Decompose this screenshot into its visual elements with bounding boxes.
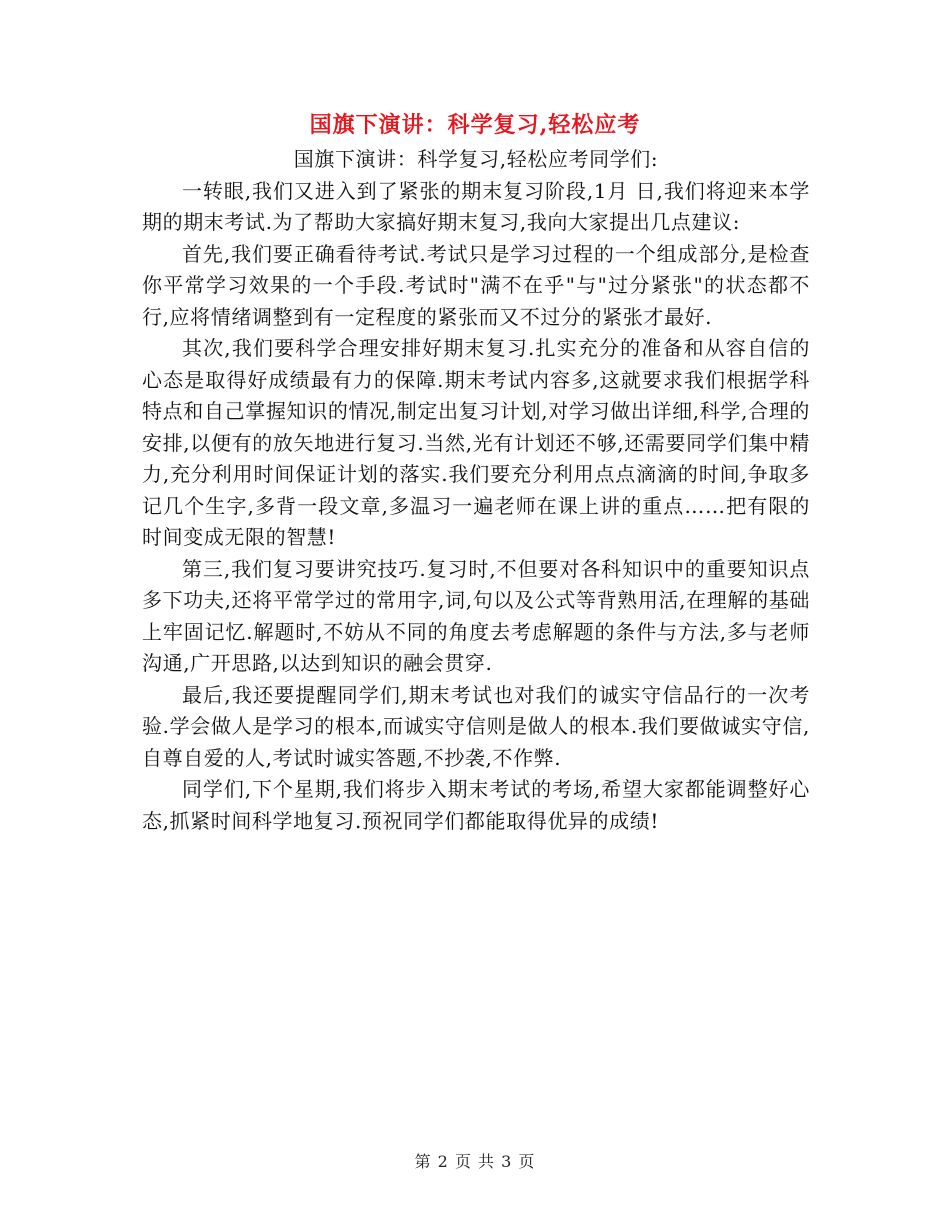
paragraph-third: 第三,我们复习要讲究技巧.复习时,不但要对各科知识中的重要知识点多下功夫,还将平常学过的常用字,词,句以及公式等背熟用活,在理解的基础上牢固记忆.解题时,不妨从不同的角度去考虑解题的条件与方法,多与老师沟通,广开思路,以达到知识的融会贯穿.: [142, 556, 810, 675]
document-body: [142, 144, 810, 837]
paragraph-last: 最后,我还要提醒同学们,期末考试也对我们的诚实守信品行的一次考验.学会做人是学习的根本,而诚实守信则是做人的根本.我们要做诚实守信,自尊自爱的人,考试时诚实答题,不抄袭,不作弊.: [142, 682, 810, 770]
page-number-footer: 第 2 页 共 3 页: [414, 1152, 536, 1171]
paragraph-second: 其次,我们要科学合理安排好期末复习.扎实充分的准备和从容自信的心态是取得好成绩最有力的保障.期末考试内容多,这就要求我们根据学科特点和自己掌握知识的情况,制定出复习计划,对学习做出详细,科学,合理的安排,以便有的放矢地进行复习.当然,光有计划还不够,还需要同学们集中精力,充分利用时间保证计划的落实.我们要充分利用点点滴滴的时间,争取多记几个生字,多背一段文章,多温习一遍老师在课上讲的重点……把有限的时间变成无限的智慧!: [142, 336, 810, 549]
document-subtitle: 国旗下演讲：科学复习,轻松应考同学们:: [293, 147, 659, 171]
document-title: 国旗下演讲：科学复习,轻松应考: [309, 112, 641, 138]
paragraph-closing: 同学们,下个星期,我们将步入期末考试的考场,希望大家都能调整好心态,抓紧时间科学地复习.预祝同学们都能取得优异的成绩!: [142, 777, 810, 833]
paragraph-first: 首先,我们要正确看待考试.考试只是学习过程的一个组成部分,是检查你平常学习效果的一个手段.考试时"满不在乎"与"过分紧张"的状态都不行,应将情绪调整到有一定程度的紧张而又不过分的紧张才最好.: [142, 241, 810, 329]
paragraph-intro: 一转眼,我们又进入到了紧张的期末复习阶段,1月 日,我们将迎来本学期的期末考试.为了帮助大家搞好期末复习,我向大家提出几点建议:: [142, 178, 810, 234]
